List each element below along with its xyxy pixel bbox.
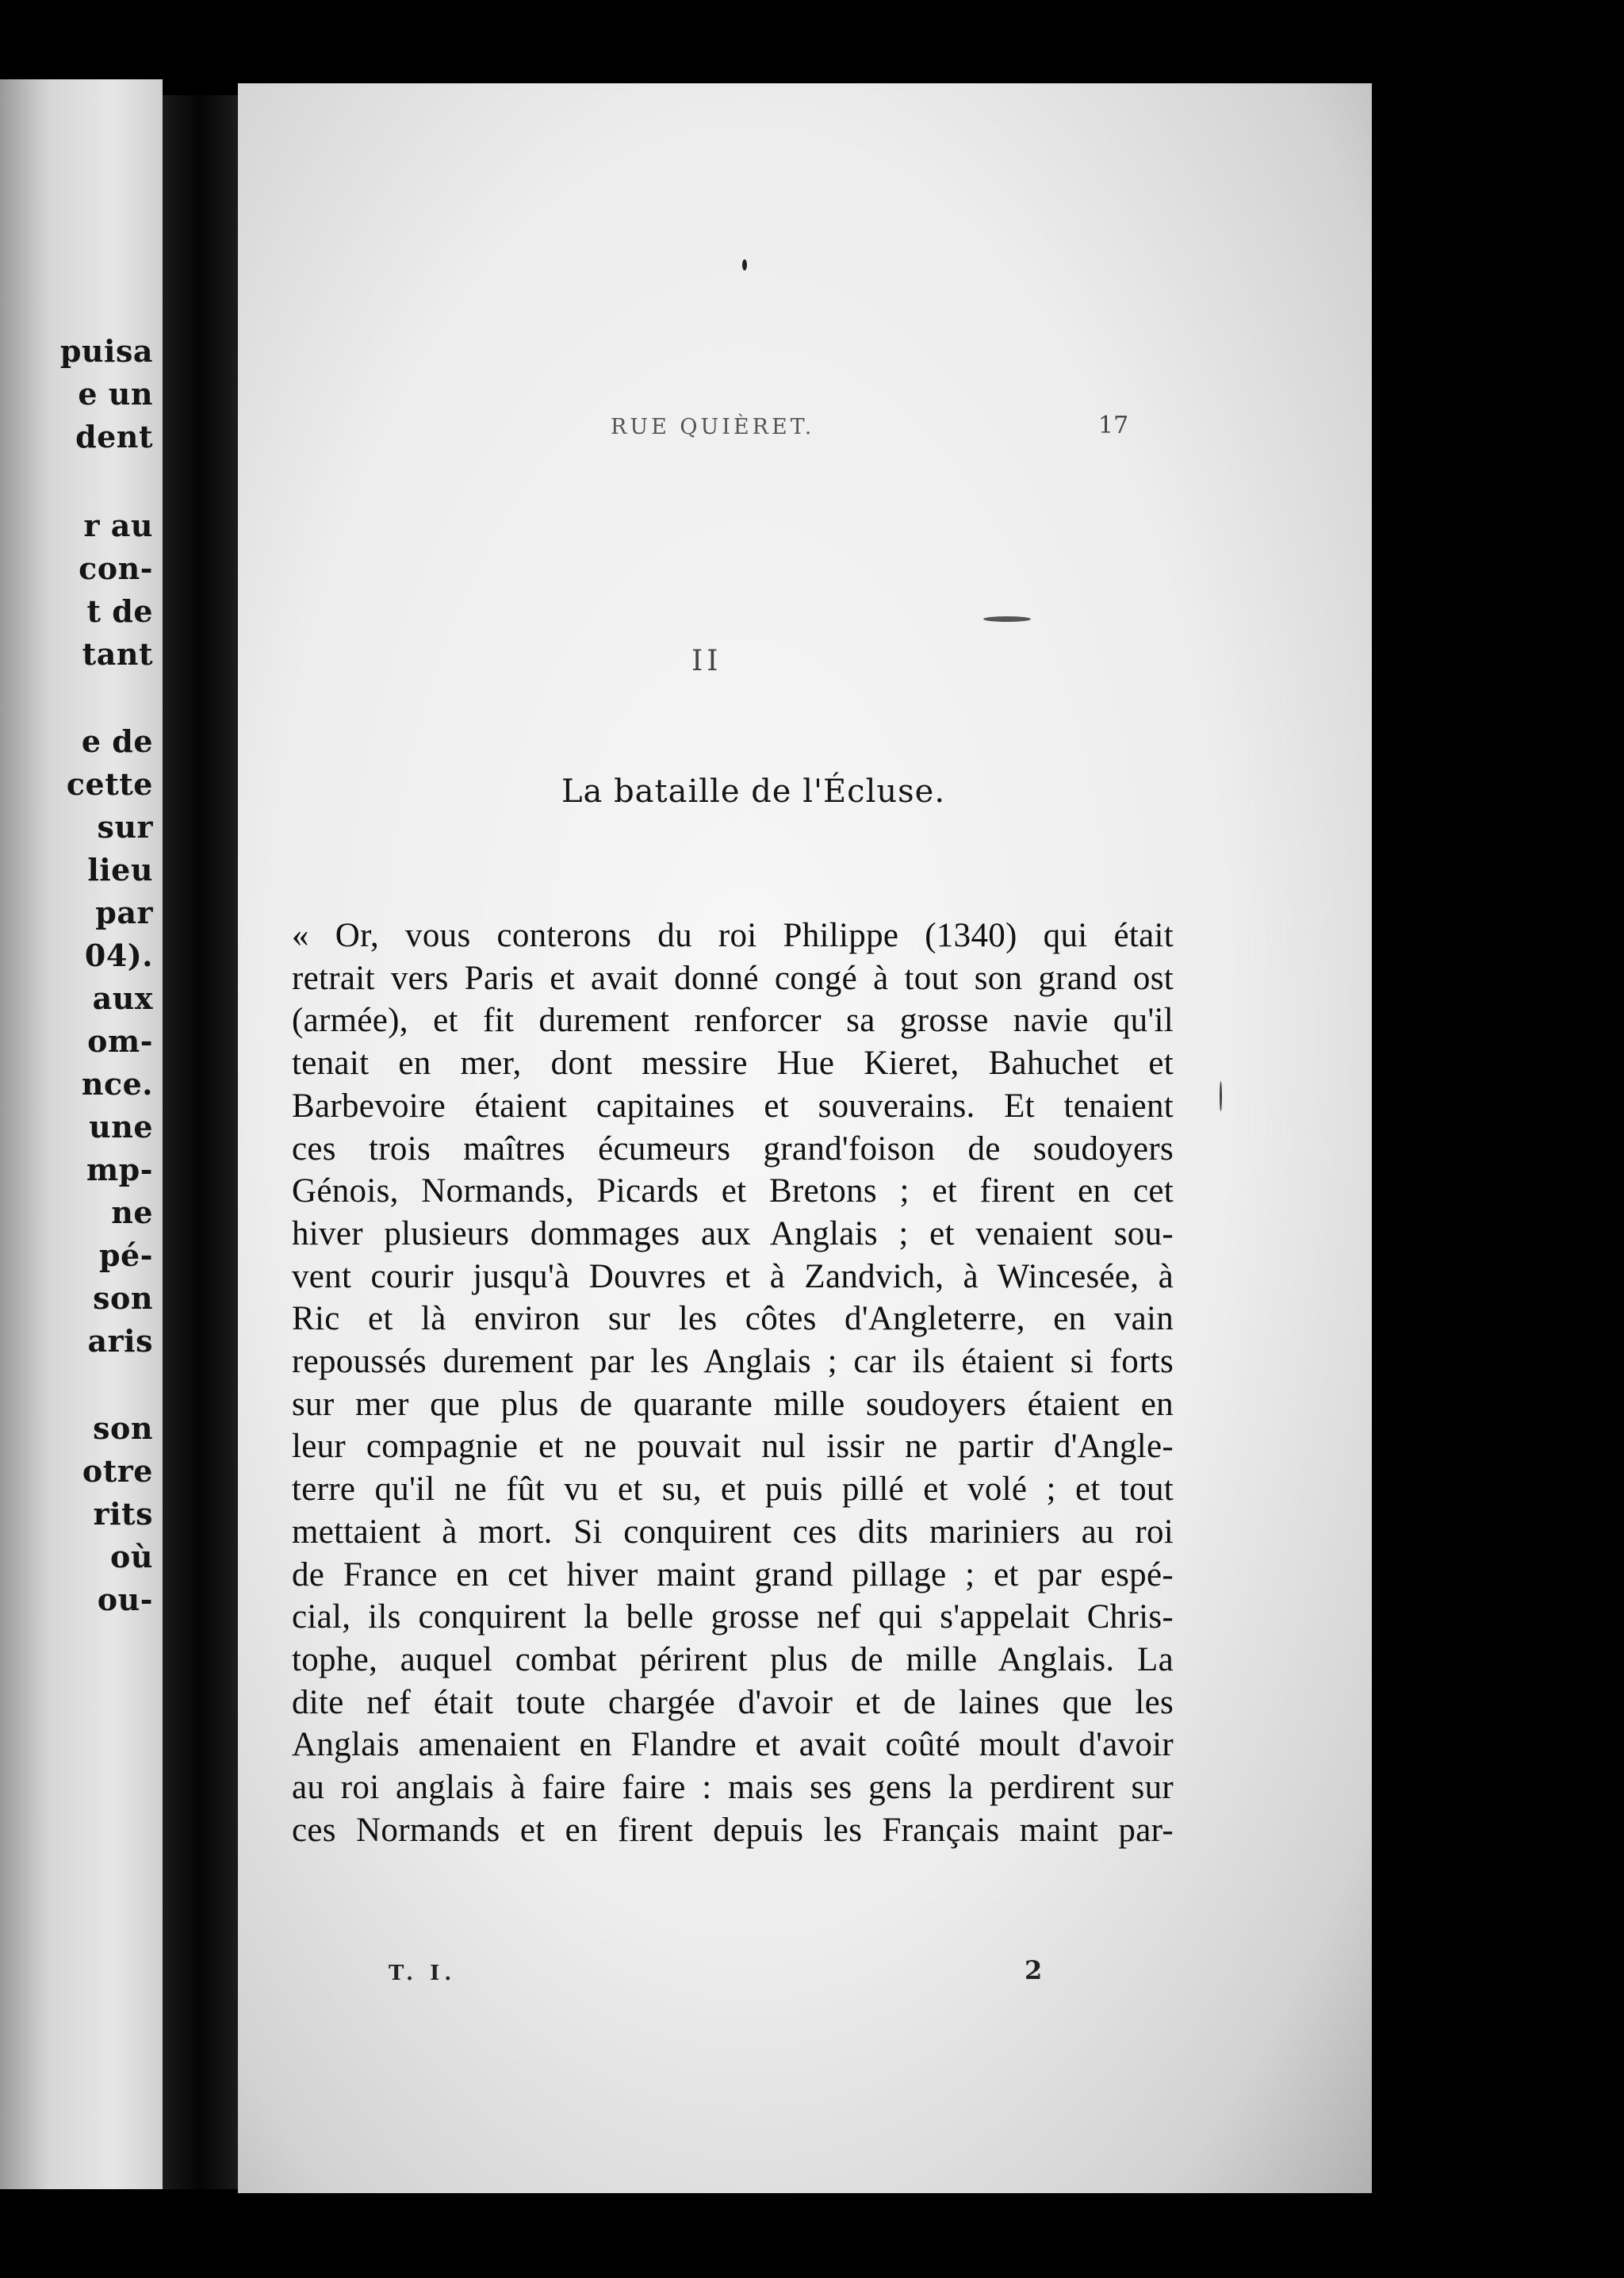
body-line: repoussés durement par les Anglais ; car ils étaient si forts	[292, 1343, 1174, 1381]
left-page-text-fragment: 04).	[84, 938, 153, 973]
chapter-title: La bataille de l'Écluse.	[561, 773, 946, 810]
left-page-text-fragment: nce.	[81, 1066, 153, 1102]
ink-speck	[742, 259, 747, 270]
left-page-text-fragment: cette	[66, 766, 153, 802]
body-line: « Or, vous conterons du roi Philippe (1340) qui était	[292, 917, 1174, 954]
left-page-text-fragment: con-	[79, 550, 153, 586]
left-page-text-fragment: son	[93, 1280, 153, 1316]
body-line: dite nef était toute chargée d'avoir et de laines que les	[292, 1683, 1174, 1721]
body-line: de France en cet hiver maint grand pillage ; et par espé-	[292, 1555, 1174, 1593]
body-line: ces Normands et en firent depuis les Français maint par-	[292, 1811, 1174, 1849]
left-page-fragment	[0, 79, 163, 2189]
body-line: Barbevoire étaient capitaines et souverains. Et tenaient	[292, 1087, 1174, 1125]
left-page-text-fragment: aux	[92, 980, 153, 1016]
body-line: leur compagnie et ne pouvait nul issir ne partir d'Angle-	[292, 1428, 1174, 1466]
left-page-text-fragment: une	[89, 1109, 153, 1145]
body-line: hiver plusieurs dommages aux Anglais ; et venaient sou-	[292, 1214, 1174, 1252]
left-page-text-fragment: puisa	[59, 333, 153, 369]
left-page-text-fragment: ne	[111, 1195, 153, 1230]
body-line: tophe, auquel combat périrent plus de mille Anglais. La	[292, 1640, 1174, 1678]
left-page-text-fragment: ou-	[97, 1582, 153, 1617]
ink-speck	[1220, 1081, 1222, 1111]
left-page-text-fragment: r au	[83, 508, 153, 543]
book-gutter	[163, 95, 238, 2189]
left-page-text-fragment: où	[110, 1539, 153, 1574]
ink-speck	[983, 616, 1031, 622]
left-page-text-fragment: otre	[82, 1453, 153, 1489]
body-line: mettaient à mort. Si conquirent ces dits mariniers au roi	[292, 1513, 1174, 1551]
left-page-text-fragment: sur	[97, 809, 153, 845]
left-page-text-fragment: e de	[81, 723, 153, 759]
left-page-text-fragment: om-	[87, 1023, 153, 1059]
chapter-number: II	[691, 645, 722, 677]
left-page-text-fragment: dent	[75, 419, 153, 454]
body-text	[292, 915, 1174, 1851]
signature-mark: T. I.	[389, 1962, 457, 1985]
body-line: Anglais amenaient en Flandre et avait coûté moult d'avoir	[292, 1726, 1174, 1764]
signature-number: 2	[1025, 1955, 1043, 1985]
body-line: Génois, Normands, Picards et Bretons ; et firent en cet	[292, 1172, 1174, 1210]
left-page-text-fragment: lieu	[87, 852, 153, 888]
body-line: retrait vers Paris et avait donné congé à tout son grand ost	[292, 959, 1174, 997]
right-page	[238, 83, 1372, 2193]
body-line: ces trois maîtres écumeurs grand'foison de soudoyers	[292, 1129, 1174, 1168]
page-number: 17	[1098, 412, 1129, 439]
body-line: cial, ils conquirent la belle grosse nef qui s'appelait Chris-	[292, 1598, 1174, 1636]
left-page-text-fragment: tant	[82, 636, 153, 672]
body-line: (armée), et fit durement renforcer sa grosse navie qu'il	[292, 1002, 1174, 1040]
left-page-text-fragment: t de	[86, 593, 153, 629]
left-page-text-fragment: e un	[78, 376, 153, 412]
body-line: vent courir jusqu'à Douvres et à Zandvich, à Wincesée, à	[292, 1257, 1174, 1295]
body-line: terre qu'il ne fût vu et su, et puis pillé et volé ; et tout	[292, 1471, 1174, 1509]
body-line: tenait en mer, dont messire Hue Kieret, Bahuchet et	[292, 1045, 1174, 1083]
left-page-text-fragment: son	[93, 1410, 153, 1446]
running-head: RUE QUIÈRET.	[611, 415, 815, 439]
left-page-text-fragment: aris	[87, 1323, 153, 1359]
left-page-text-fragment: pé-	[98, 1237, 153, 1273]
body-line: au roi anglais à faire faire : mais ses gens la perdirent sur	[292, 1769, 1174, 1807]
left-page-text-fragment: par	[95, 895, 153, 930]
body-line: sur mer que plus de quarante mille soudoyers étaient en	[292, 1385, 1174, 1423]
body-line: Ric et là environ sur les côtes d'Angleterre, en vain	[292, 1300, 1174, 1338]
left-page-text-fragment: rits	[93, 1496, 153, 1532]
left-page-text-fragment: mp-	[86, 1152, 153, 1187]
